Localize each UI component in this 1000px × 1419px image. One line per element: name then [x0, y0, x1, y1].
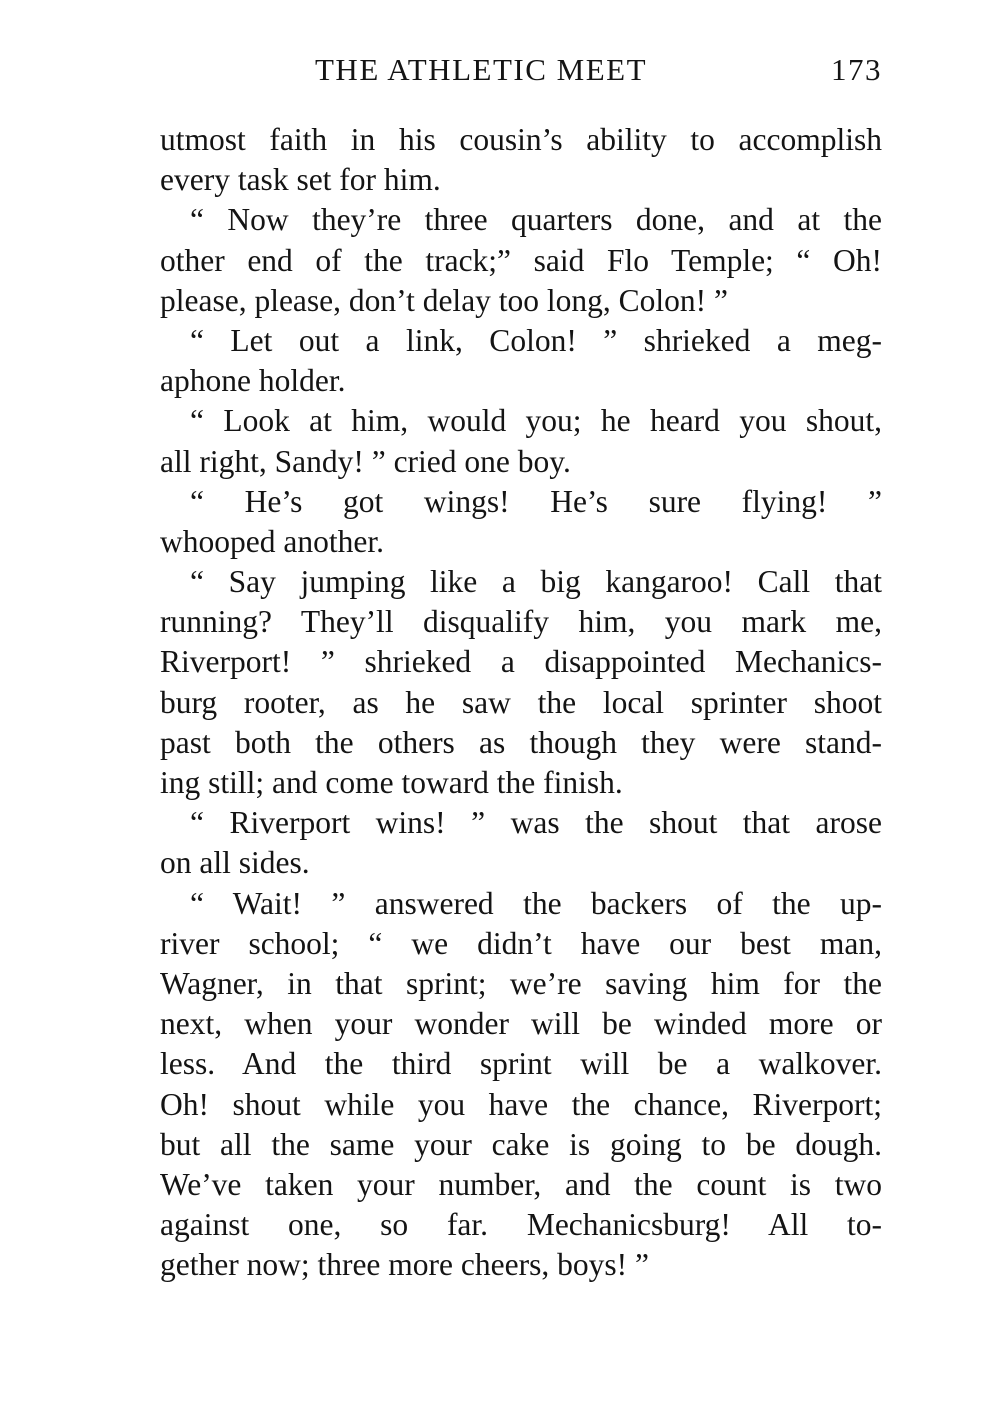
- text-line: whooped another.: [160, 523, 384, 559]
- text-line: Riverport! ” shrieked a disappointed Mechanics-: [160, 644, 882, 680]
- text-line: “ Riverport wins! ” was the shout that arose: [190, 805, 882, 841]
- text-line: next, when your wonder will be winded more or: [160, 1006, 882, 1042]
- text-line: Oh! shout while you have the chance, Riverport;: [160, 1086, 882, 1122]
- text-line: utmost faith in his cousin’s ability to accomplish: [160, 122, 882, 157]
- text-line: past both the others as though they were stand-: [160, 724, 882, 760]
- text-line: please, please, don’t delay too long, Colon! ”: [160, 282, 729, 318]
- text-line: ing still; and come toward the finish.: [160, 765, 623, 800]
- text-line: running? They’ll disqualify him, you mark me,: [160, 604, 882, 640]
- text-line: “ Now they’re three quarters done, and at the: [190, 202, 882, 238]
- text-line: every task set for him.: [160, 162, 441, 198]
- text-line: less. And the third sprint will be a walkover.: [160, 1046, 882, 1082]
- text-line: aphone holder.: [160, 363, 346, 399]
- text-line: “ Look at him, would you; he heard you shout,: [190, 403, 882, 439]
- body-text: [160, 120, 882, 1285]
- text-line: against one, so far. Mechanicsburg! All to-: [160, 1207, 882, 1243]
- text-line: “ Let out a link, Colon! ” shrieked a meg-: [190, 322, 882, 358]
- text-line: burg rooter, as he saw the local sprinter shoot: [160, 684, 882, 720]
- text-line: “ Say jumping like a big kangaroo! Call that: [190, 564, 882, 600]
- text-line: Wagner, in that sprint; we’re saving him for the: [160, 965, 882, 1001]
- text-line: gether now; three more cheers, boys! ”: [160, 1247, 649, 1283]
- text-line: “ He’s got wings! He’s sure flying! ”: [190, 483, 882, 519]
- text-line: on all sides.: [160, 845, 310, 881]
- text-line: We’ve taken your number, and the count is two: [160, 1166, 882, 1202]
- running-title: THE ATHLETIC MEET: [315, 52, 648, 87]
- page-number: 173: [831, 52, 882, 87]
- page-header: [160, 52, 882, 96]
- text-line: all right, Sandy! ” cried one boy.: [160, 443, 571, 479]
- text-line: other end of the track;” said Flo Temple; “ Oh!: [160, 242, 882, 278]
- text-line: but all the same your cake is going to be dough.: [160, 1126, 882, 1162]
- text-line: “ Wait! ” answered the backers of the up-: [190, 885, 882, 921]
- text-line: river school; “ we didn’t have our best man,: [160, 925, 882, 961]
